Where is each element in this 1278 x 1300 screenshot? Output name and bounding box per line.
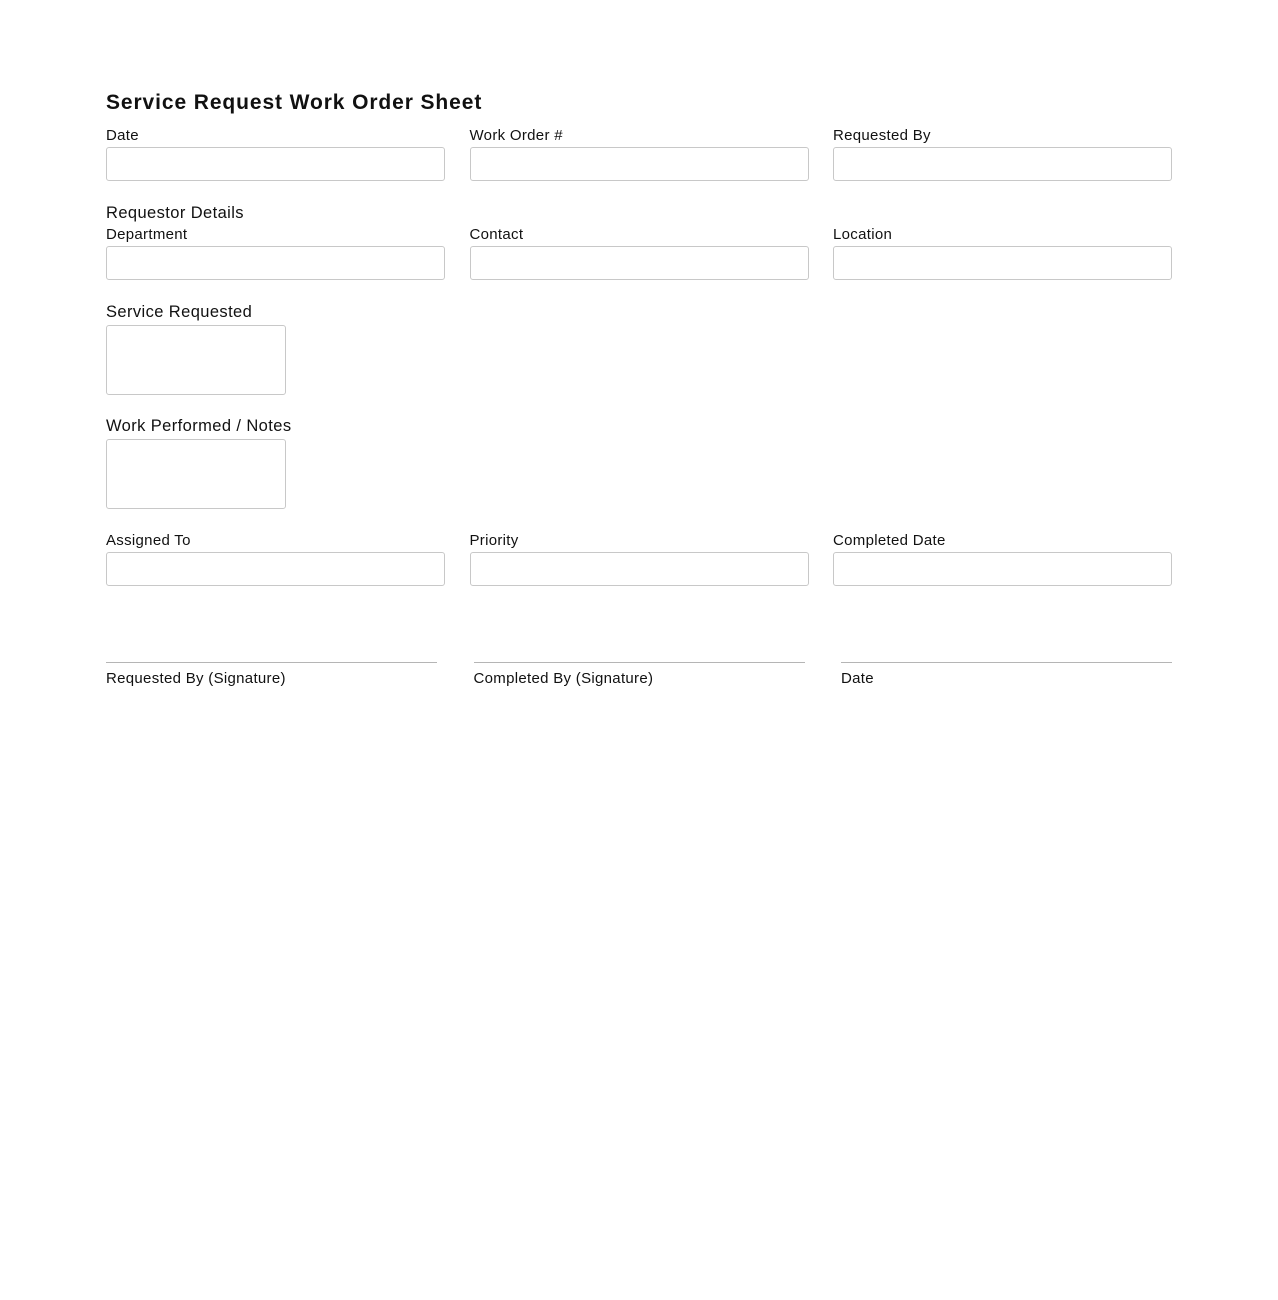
work-performed-notes-textarea[interactable]: [106, 439, 286, 509]
contact-field-group: [470, 225, 809, 280]
work-order-sheet: [106, 90, 1172, 689]
signature-date-line[interactable]: [841, 662, 1172, 663]
completed-by-signature-line[interactable]: [474, 662, 805, 663]
contact-input[interactable]: [470, 246, 809, 280]
completed-date-label: Completed Date: [833, 532, 946, 549]
assigned-to-input[interactable]: [106, 552, 445, 586]
signature-date: [841, 662, 1172, 689]
requested-by-signature: [106, 662, 437, 689]
date-field-group: [106, 126, 445, 181]
work-order-number-field-group: [470, 126, 809, 181]
assigned-to-label: Assigned To: [106, 532, 191, 549]
work-order-number-input[interactable]: [470, 147, 809, 181]
priority-field-group: [470, 531, 809, 586]
service-requested-label: Service Requested: [106, 303, 253, 321]
work-performed-notes-label: Work Performed / Notes: [106, 417, 292, 435]
signature-row: [106, 662, 1172, 689]
location-input[interactable]: [833, 246, 1172, 280]
requestor-details-heading: Requestor Details: [106, 204, 244, 222]
requested-by-signature-label: Requested By (Signature): [106, 670, 286, 687]
priority-input[interactable]: [470, 552, 809, 586]
department-label: Department: [106, 226, 188, 243]
completed-by-signature-label: Completed By (Signature): [473, 670, 654, 687]
page-title: Service Request Work Order Sheet: [106, 91, 483, 114]
requested-by-label: Requested By: [833, 127, 931, 144]
completed-by-signature: [474, 662, 805, 689]
date-input[interactable]: [106, 147, 445, 181]
contact-label: Contact: [469, 226, 524, 243]
assigned-to-field-group: [106, 531, 445, 586]
location-field-group: [833, 225, 1172, 280]
service-requested-textarea[interactable]: [106, 325, 286, 395]
signature-date-label: Date: [841, 670, 874, 687]
department-input[interactable]: [106, 246, 445, 280]
requested-by-input[interactable]: [833, 147, 1172, 181]
header-fields-row: [106, 126, 1172, 181]
completed-date-field-group: [833, 531, 1172, 586]
date-label: Date: [106, 127, 139, 144]
work-order-number-label: Work Order #: [469, 127, 563, 144]
requested-by-signature-line[interactable]: [106, 662, 437, 663]
department-field-group: [106, 225, 445, 280]
assignment-fields-row: [106, 531, 1172, 586]
requested-by-field-group: [833, 126, 1172, 181]
requestor-fields-row: [106, 225, 1172, 280]
location-label: Location: [833, 226, 893, 243]
priority-label: Priority: [469, 532, 519, 549]
completed-date-input[interactable]: [833, 552, 1172, 586]
